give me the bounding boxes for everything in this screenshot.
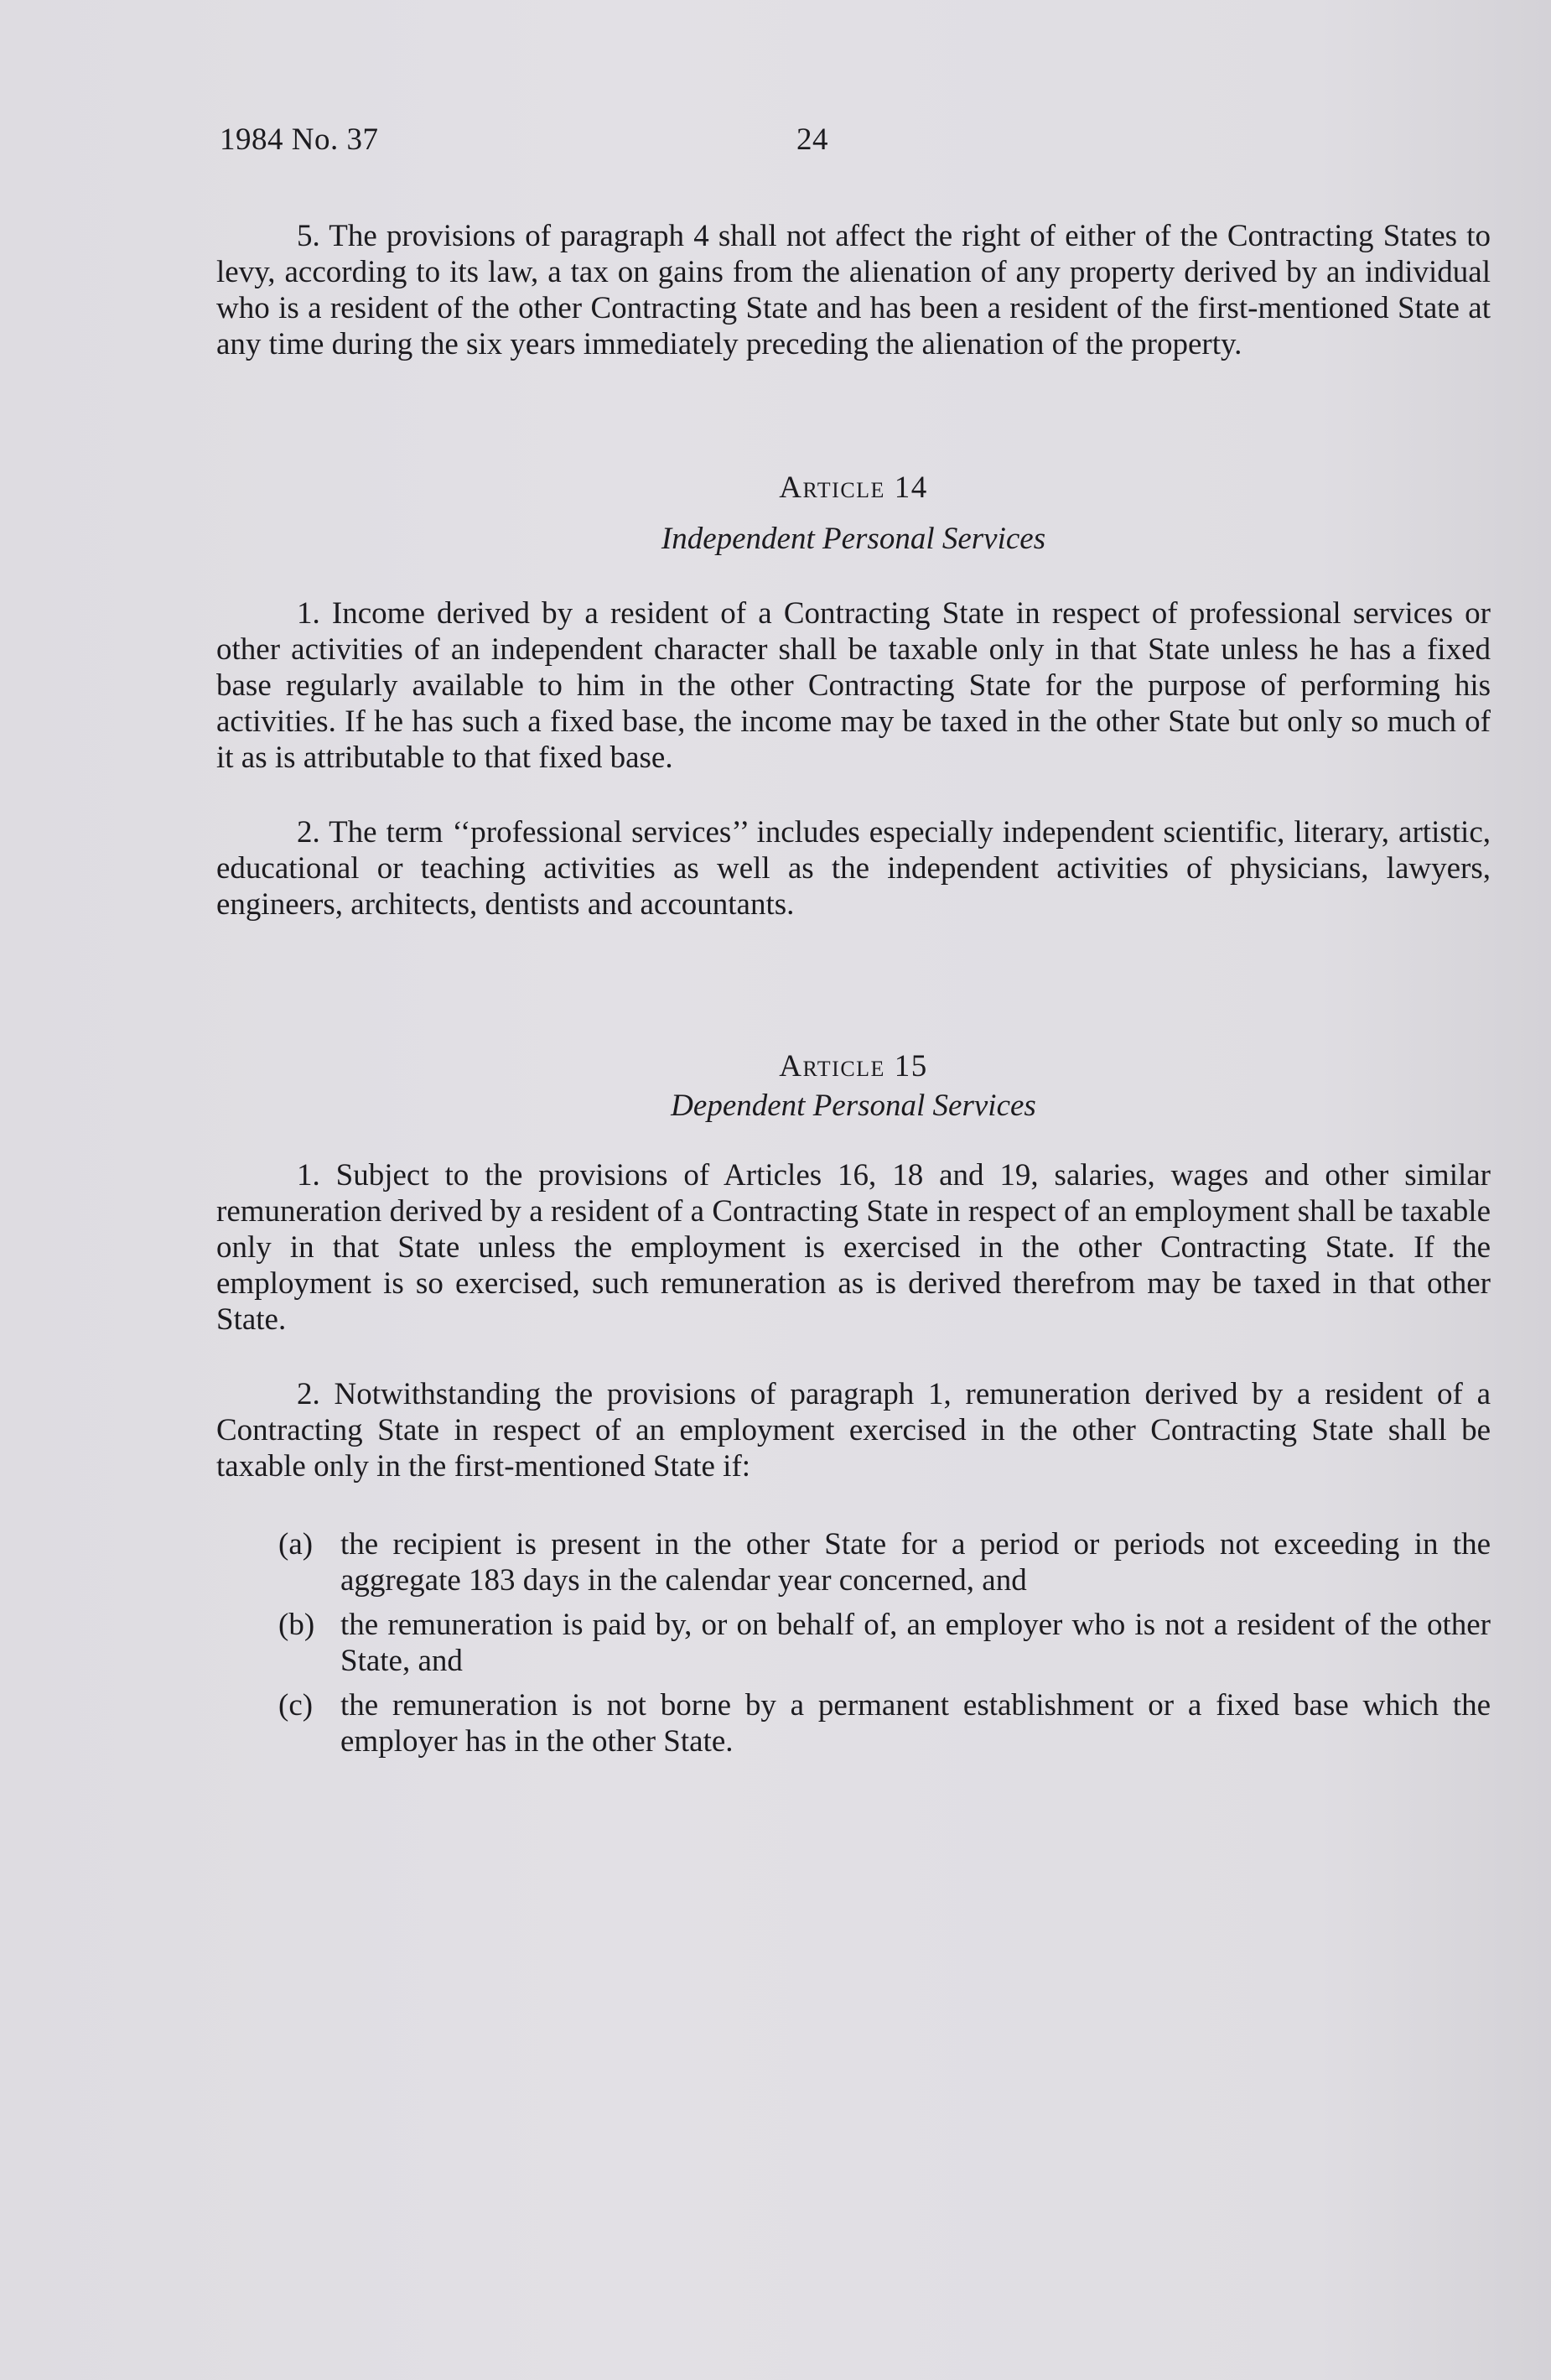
list-item: [216, 1607, 1491, 1679]
list-item: [216, 1526, 1491, 1598]
article-14-paragraph-1: 1. Income derived by a resident of a Contracting State in respect of professional services or other activities of an independent character shall be taxable only in that State unless he has a fixed base regularly available to him in the other Contracting State for the purpose of performing his activities. If he has such a fixed base, the income may be taxed in the other State but only so much of it as is attributable to that fixed base.: [216, 596, 1491, 775]
list-item-text: the remuneration is not borne by a permanent establishment or a fixed base which the employer has in the other State.: [340, 1688, 1491, 1759]
list-item-label: (a): [278, 1527, 314, 1562]
header-year-number: 1984 No. 37: [220, 122, 379, 157]
article-15-paragraph-1: 1. Subject to the provisions of Articles 16, 18 and 19, salaries, wages and other similar remuneration derived by a resident of a Contracting State in respect of an employment shall be taxable only in that State unless the employment is exercised in the other Contracting State. If the employment is so exercised, such remuneration as is derived therefrom may be taxed in that other State.: [216, 1158, 1491, 1337]
page-number: 24: [796, 122, 828, 157]
paragraph-5: 5. The provisions of paragraph 4 shall not affect the right of either of the Contracting States to levy, according to its law, a tax on gains from the alienation of any property derived by an individual who is a resident of the other Contracting State and has been a resident of the first-mentioned State at any time during the six years immediately preceding the alienation of the property.: [216, 219, 1491, 361]
page-header: [220, 122, 828, 158]
list-item-text: the remuneration is paid by, or on behalf of, an employer who is not a resident of the other State, and: [340, 1608, 1491, 1678]
article-15-subtitle: Dependent Personal Services: [671, 1089, 1036, 1123]
list-item-label: (c): [278, 1688, 314, 1723]
article-15-title: Article 15: [779, 1049, 928, 1083]
article-14-title: Article 14: [779, 470, 928, 505]
document-body: [216, 218, 1491, 1759]
article-14-subtitle: Independent Personal Services: [661, 522, 1046, 556]
list-item: [216, 1687, 1491, 1759]
conditions-list: [216, 1526, 1491, 1759]
list-item-label: (b): [278, 1608, 315, 1642]
list-item-text: the recipient is present in the other State for a period or periods not exceeding in the aggregate 183 days in the calendar year concerned, and: [340, 1527, 1491, 1598]
article-15-paragraph-2: 2. Notwithstanding the provisions of paragraph 1, remuneration derived by a resident of a Contracting State in respect of an employment exercised in the other Contracting State shall be taxable only in the first-mentioned State if:: [216, 1377, 1491, 1484]
article-14-paragraph-2: 2. The term ‘‘professional services’’ includes especially independent scientific, literary, artistic, educational or teaching activities as well as the independent activities of physicians, lawyers, engineers, architects, dentists and accountants.: [216, 815, 1491, 922]
